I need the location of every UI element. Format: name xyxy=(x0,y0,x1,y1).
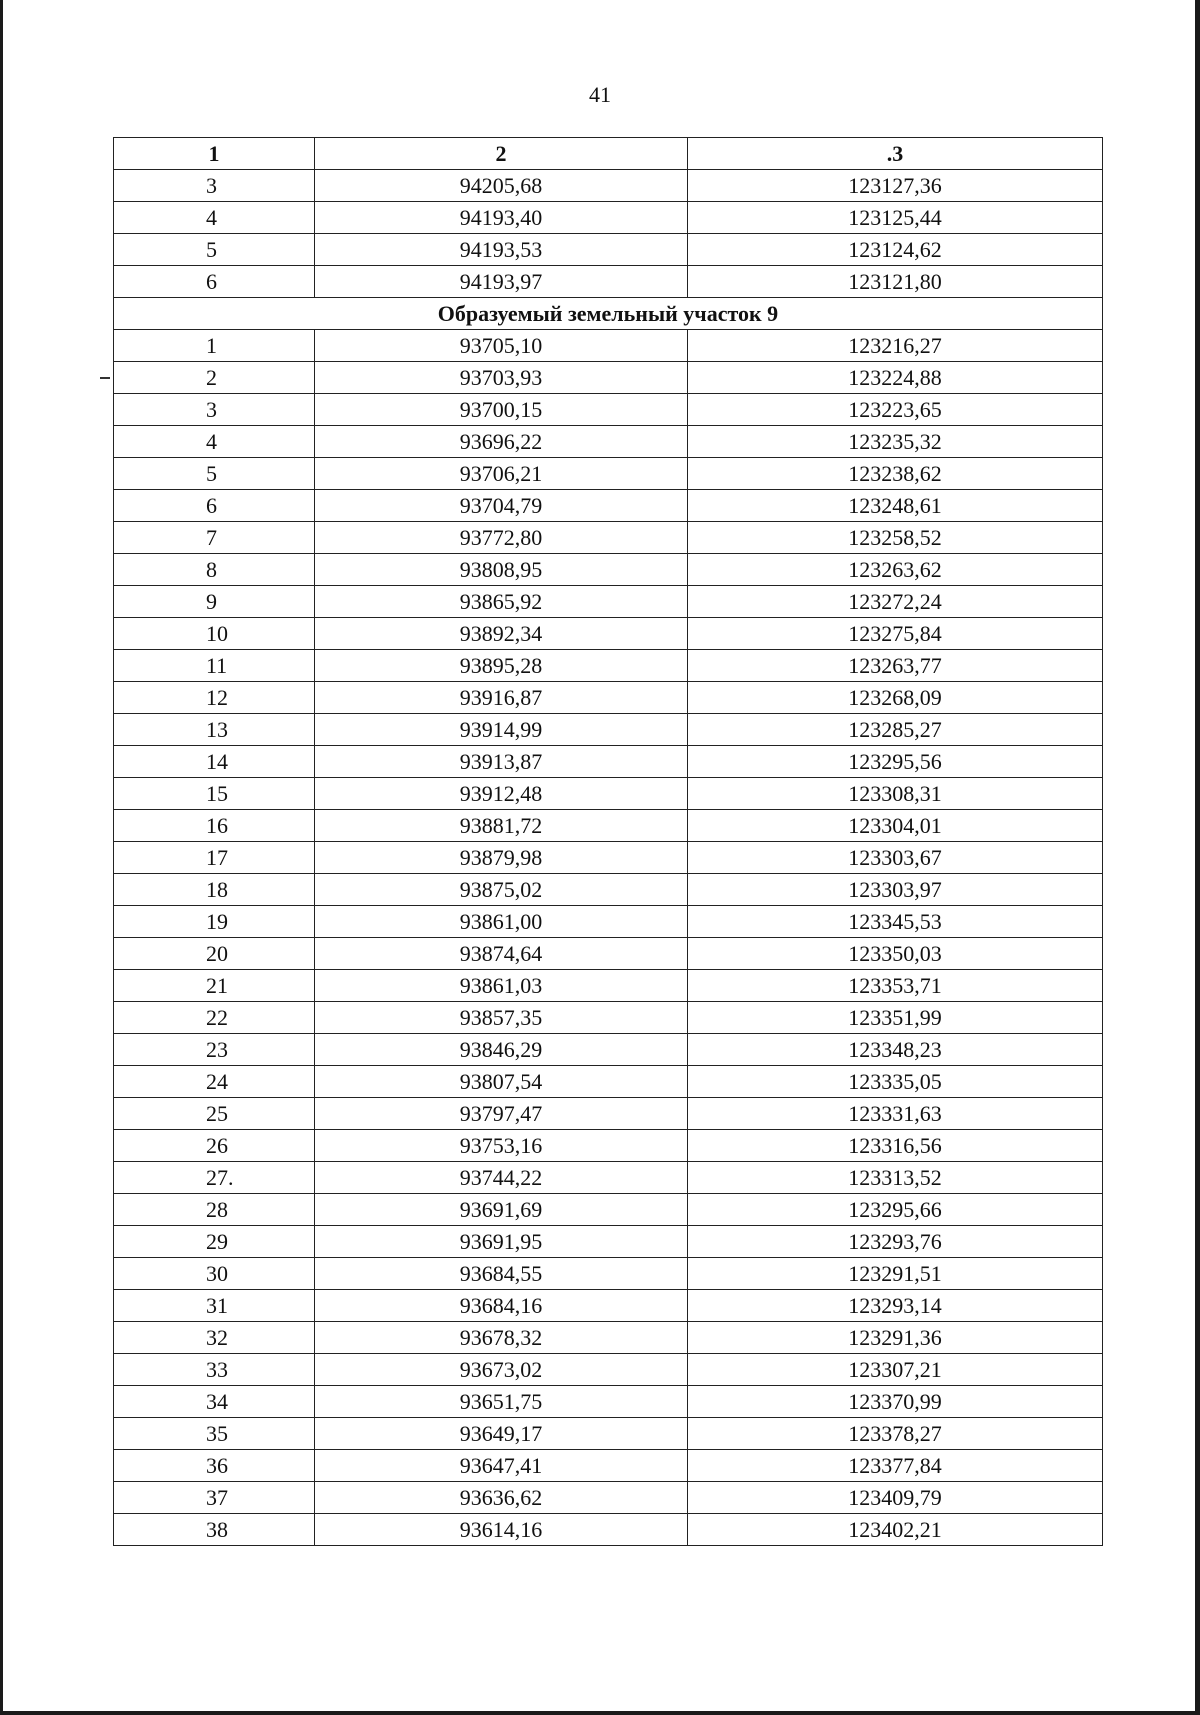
table-row xyxy=(114,1162,1103,1194)
y-coordinate-cell: 123224,88 xyxy=(688,362,1103,394)
x-coordinate-cell: 93892,34 xyxy=(315,618,688,650)
table-row xyxy=(114,522,1103,554)
table-row xyxy=(114,202,1103,234)
table-row xyxy=(114,330,1103,362)
x-coordinate-cell: 93857,35 xyxy=(315,1002,688,1034)
x-coordinate-cell: 93865,92 xyxy=(315,586,688,618)
scan-border-bottom xyxy=(0,1711,1200,1715)
page-number: 41 xyxy=(589,82,611,107)
x-coordinate-cell: 93691,69 xyxy=(315,1194,688,1226)
section-title-row xyxy=(114,298,1103,330)
table-row xyxy=(114,1226,1103,1258)
table-row xyxy=(114,970,1103,1002)
x-coordinate-cell: 93913,87 xyxy=(315,746,688,778)
x-coordinate-cell: 93703,93 xyxy=(315,362,688,394)
y-coordinate-cell: 123348,23 xyxy=(688,1034,1103,1066)
point-number-cell: 30 xyxy=(114,1258,315,1290)
y-coordinate-cell: 123313,52 xyxy=(688,1162,1103,1194)
point-number-cell: 33 xyxy=(114,1354,315,1386)
x-coordinate-cell: 93808,95 xyxy=(315,554,688,586)
point-number-cell: 20 xyxy=(114,938,315,970)
y-coordinate-cell: 123272,24 xyxy=(688,586,1103,618)
coordinates-table xyxy=(113,137,1103,1546)
x-coordinate-cell: 93874,64 xyxy=(315,938,688,970)
table-row xyxy=(114,1194,1103,1226)
point-number-cell: 27. xyxy=(114,1162,315,1194)
y-coordinate-cell: 123303,67 xyxy=(688,842,1103,874)
y-coordinate-cell: 123223,65 xyxy=(688,394,1103,426)
point-number-cell: 26 xyxy=(114,1130,315,1162)
table-row xyxy=(114,1322,1103,1354)
point-number-cell: 5 xyxy=(114,234,315,266)
x-coordinate-cell: 93651,75 xyxy=(315,1386,688,1418)
table-row xyxy=(114,1514,1103,1546)
table-row xyxy=(114,1098,1103,1130)
point-number-cell: 7 xyxy=(114,522,315,554)
y-coordinate-cell: 123316,56 xyxy=(688,1130,1103,1162)
y-coordinate-cell: 123353,71 xyxy=(688,970,1103,1002)
table-row xyxy=(114,1066,1103,1098)
x-coordinate-cell: 93614,16 xyxy=(315,1514,688,1546)
y-coordinate-cell: 123235,32 xyxy=(688,426,1103,458)
y-coordinate-cell: 123370,99 xyxy=(688,1386,1103,1418)
y-coordinate-cell: 123331,63 xyxy=(688,1098,1103,1130)
y-coordinate-cell: 123377,84 xyxy=(688,1450,1103,1482)
x-coordinate-cell: 93647,41 xyxy=(315,1450,688,1482)
y-coordinate-cell: 123291,36 xyxy=(688,1322,1103,1354)
x-coordinate-cell: 93914,99 xyxy=(315,714,688,746)
table-row xyxy=(114,746,1103,778)
section-title: Образуемый земельный участок 9 xyxy=(114,298,1103,330)
x-coordinate-cell: 94193,53 xyxy=(315,234,688,266)
x-coordinate-cell: 93691,95 xyxy=(315,1226,688,1258)
x-coordinate-cell: 93700,15 xyxy=(315,394,688,426)
x-coordinate-cell: 93753,16 xyxy=(315,1130,688,1162)
table-row xyxy=(114,234,1103,266)
point-number-cell: 4 xyxy=(114,426,315,458)
point-number-cell: 10 xyxy=(114,618,315,650)
x-coordinate-cell: 93807,54 xyxy=(315,1066,688,1098)
x-coordinate-cell: 93673,02 xyxy=(315,1354,688,1386)
table-row xyxy=(114,938,1103,970)
point-number-cell: 35 xyxy=(114,1418,315,1450)
coordinates-table-body xyxy=(114,138,1103,1546)
y-coordinate-cell: 123238,62 xyxy=(688,458,1103,490)
point-number-cell: 1 xyxy=(114,330,315,362)
table-row xyxy=(114,1002,1103,1034)
table-row xyxy=(114,426,1103,458)
table-row xyxy=(114,1354,1103,1386)
point-number-cell: 5 xyxy=(114,458,315,490)
point-number-cell: 12 xyxy=(114,682,315,714)
table-row xyxy=(114,394,1103,426)
x-coordinate-cell: 93879,98 xyxy=(315,842,688,874)
table-row xyxy=(114,170,1103,202)
x-coordinate-cell: 93678,32 xyxy=(315,1322,688,1354)
table-row xyxy=(114,1290,1103,1322)
x-coordinate-cell: 93916,87 xyxy=(315,682,688,714)
table-row xyxy=(114,1034,1103,1066)
scan-border-right xyxy=(1195,0,1200,1715)
table-row xyxy=(114,906,1103,938)
x-coordinate-cell: 93846,29 xyxy=(315,1034,688,1066)
x-coordinate-cell: 94193,40 xyxy=(315,202,688,234)
table-row xyxy=(114,618,1103,650)
point-number-cell: 21 xyxy=(114,970,315,1002)
x-coordinate-cell: 93797,47 xyxy=(315,1098,688,1130)
table-row xyxy=(114,362,1103,394)
y-coordinate-cell: 123304,01 xyxy=(688,810,1103,842)
y-coordinate-cell: 123293,14 xyxy=(688,1290,1103,1322)
table-row xyxy=(114,714,1103,746)
x-coordinate-cell: 94193,97 xyxy=(315,266,688,298)
x-coordinate-cell: 93881,72 xyxy=(315,810,688,842)
x-coordinate-cell: 93636,62 xyxy=(315,1482,688,1514)
point-number-cell: 17 xyxy=(114,842,315,874)
y-coordinate-cell: 123293,76 xyxy=(688,1226,1103,1258)
y-coordinate-cell: 123125,44 xyxy=(688,202,1103,234)
header-col-2: 2 xyxy=(315,138,688,170)
header-col-3: .3 xyxy=(688,138,1103,170)
point-number-cell: 8 xyxy=(114,554,315,586)
y-coordinate-cell: 123335,05 xyxy=(688,1066,1103,1098)
table-row xyxy=(114,682,1103,714)
x-coordinate-cell: 93696,22 xyxy=(315,426,688,458)
table-row xyxy=(114,650,1103,682)
y-coordinate-cell: 123127,36 xyxy=(688,170,1103,202)
x-coordinate-cell: 93875,02 xyxy=(315,874,688,906)
point-number-cell: 3 xyxy=(114,170,315,202)
y-coordinate-cell: 123216,27 xyxy=(688,330,1103,362)
table-row xyxy=(114,554,1103,586)
table-row xyxy=(114,874,1103,906)
x-coordinate-cell: 93684,55 xyxy=(315,1258,688,1290)
point-number-cell: 9 xyxy=(114,586,315,618)
table-row xyxy=(114,1130,1103,1162)
point-number-cell: 37 xyxy=(114,1482,315,1514)
header-col-1: 1 xyxy=(114,138,315,170)
table-row xyxy=(114,1482,1103,1514)
y-coordinate-cell: 123124,62 xyxy=(688,234,1103,266)
y-coordinate-cell: 123378,27 xyxy=(688,1418,1103,1450)
table-row xyxy=(114,842,1103,874)
point-number-cell: 14 xyxy=(114,746,315,778)
point-number-cell: 31 xyxy=(114,1290,315,1322)
y-coordinate-cell: 123291,51 xyxy=(688,1258,1103,1290)
point-number-cell: 19 xyxy=(114,906,315,938)
x-coordinate-cell: 93649,17 xyxy=(315,1418,688,1450)
point-number-cell: 11 xyxy=(114,650,315,682)
point-number-cell: 3 xyxy=(114,394,315,426)
y-coordinate-cell: 123295,66 xyxy=(688,1194,1103,1226)
table-row xyxy=(114,586,1103,618)
table-row xyxy=(114,1386,1103,1418)
point-number-cell: 15 xyxy=(114,778,315,810)
x-coordinate-cell: 93895,28 xyxy=(315,650,688,682)
point-number-cell: 25 xyxy=(114,1098,315,1130)
point-number-cell: 4 xyxy=(114,202,315,234)
x-coordinate-cell: 94205,68 xyxy=(315,170,688,202)
x-coordinate-cell: 93912,48 xyxy=(315,778,688,810)
point-number-cell: 23 xyxy=(114,1034,315,1066)
y-coordinate-cell: 123121,80 xyxy=(688,266,1103,298)
point-number-cell: 38 xyxy=(114,1514,315,1546)
point-number-cell: 2 xyxy=(114,362,315,394)
x-coordinate-cell: 93861,03 xyxy=(315,970,688,1002)
y-coordinate-cell: 123275,84 xyxy=(688,618,1103,650)
x-coordinate-cell: 93706,21 xyxy=(315,458,688,490)
y-coordinate-cell: 123402,21 xyxy=(688,1514,1103,1546)
y-coordinate-cell: 123285,27 xyxy=(688,714,1103,746)
y-coordinate-cell: 123345,53 xyxy=(688,906,1103,938)
y-coordinate-cell: 123303,97 xyxy=(688,874,1103,906)
point-number-cell: 24 xyxy=(114,1066,315,1098)
point-number-cell: 13 xyxy=(114,714,315,746)
point-number-cell: 6 xyxy=(114,490,315,522)
x-coordinate-cell: 93861,00 xyxy=(315,906,688,938)
point-number-cell: 28 xyxy=(114,1194,315,1226)
point-number-cell: 29 xyxy=(114,1226,315,1258)
point-number-cell: 32 xyxy=(114,1322,315,1354)
point-number-cell: 6 xyxy=(114,266,315,298)
y-coordinate-cell: 123258,52 xyxy=(688,522,1103,554)
y-coordinate-cell: 123351,99 xyxy=(688,1002,1103,1034)
x-coordinate-cell: 93705,10 xyxy=(315,330,688,362)
table-row xyxy=(114,810,1103,842)
y-coordinate-cell: 123409,79 xyxy=(688,1482,1103,1514)
x-coordinate-cell: 93684,16 xyxy=(315,1290,688,1322)
table-header-row xyxy=(114,138,1103,170)
scan-border-left xyxy=(0,0,3,1715)
margin-mark xyxy=(100,377,110,379)
x-coordinate-cell: 93704,79 xyxy=(315,490,688,522)
point-number-cell: 18 xyxy=(114,874,315,906)
point-number-cell: 34 xyxy=(114,1386,315,1418)
y-coordinate-cell: 123263,62 xyxy=(688,554,1103,586)
y-coordinate-cell: 123268,09 xyxy=(688,682,1103,714)
y-coordinate-cell: 123248,61 xyxy=(688,490,1103,522)
x-coordinate-cell: 93772,80 xyxy=(315,522,688,554)
table-row xyxy=(114,490,1103,522)
table-row xyxy=(114,1450,1103,1482)
table-row xyxy=(114,458,1103,490)
y-coordinate-cell: 123308,31 xyxy=(688,778,1103,810)
table-row xyxy=(114,1258,1103,1290)
table-row xyxy=(114,1418,1103,1450)
y-coordinate-cell: 123263,77 xyxy=(688,650,1103,682)
x-coordinate-cell: 93744,22 xyxy=(315,1162,688,1194)
point-number-cell: 22 xyxy=(114,1002,315,1034)
table-row xyxy=(114,778,1103,810)
table-row xyxy=(114,266,1103,298)
y-coordinate-cell: 123307,21 xyxy=(688,1354,1103,1386)
y-coordinate-cell: 123350,03 xyxy=(688,938,1103,970)
point-number-cell: 36 xyxy=(114,1450,315,1482)
y-coordinate-cell: 123295,56 xyxy=(688,746,1103,778)
point-number-cell: 16 xyxy=(114,810,315,842)
